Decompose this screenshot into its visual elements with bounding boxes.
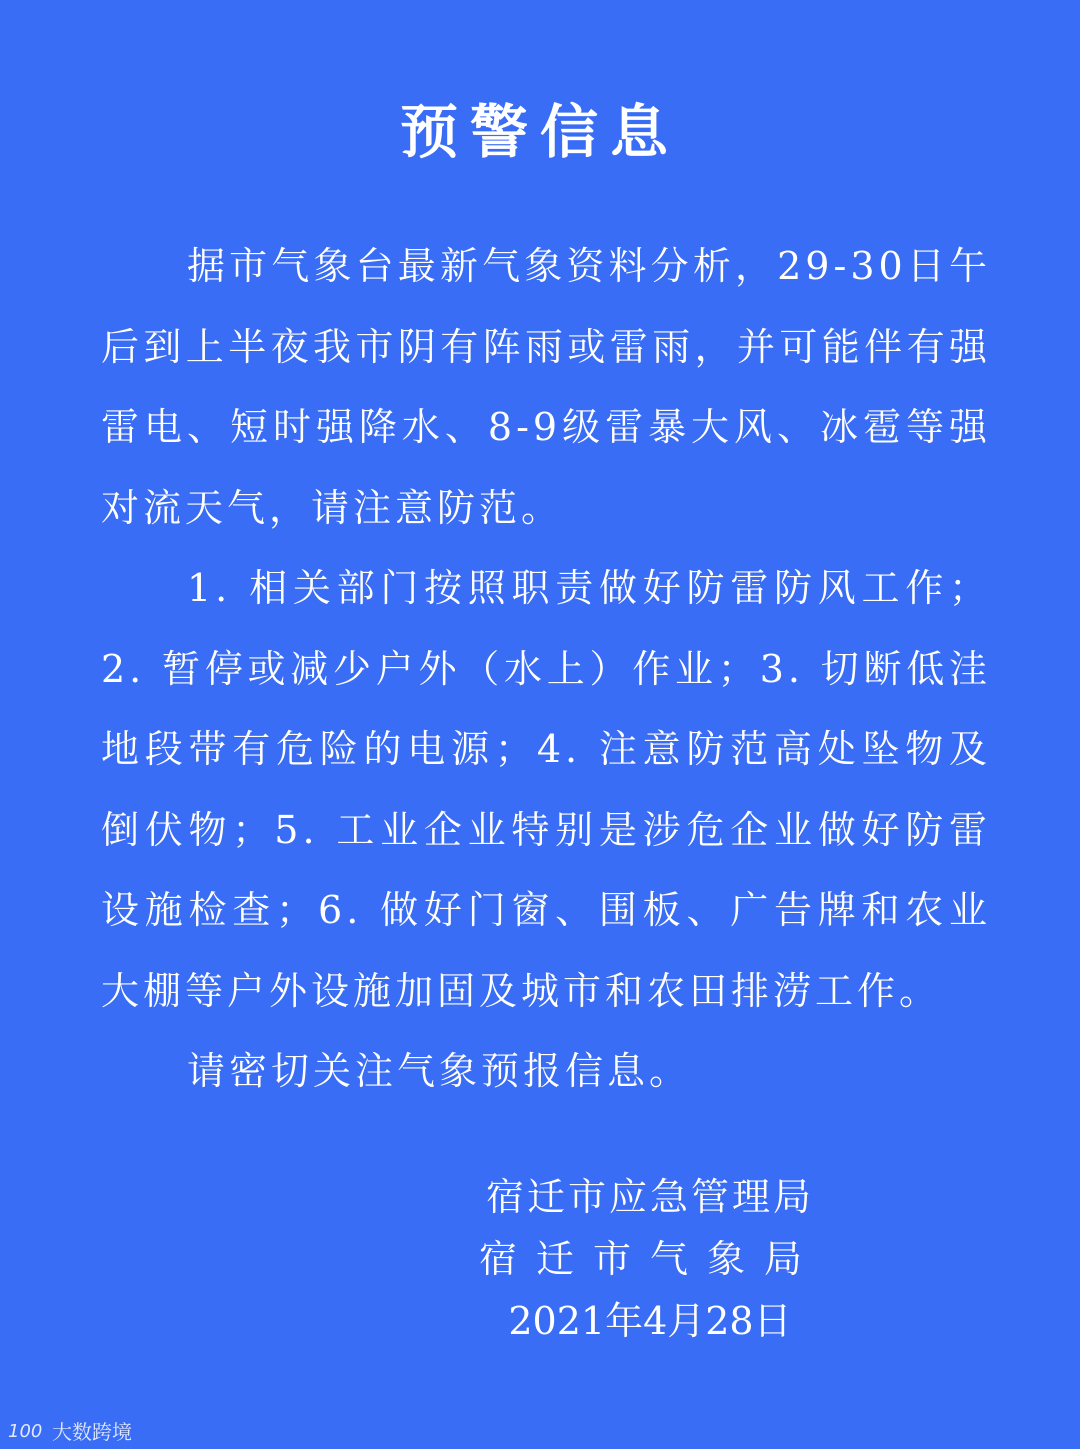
notice-paragraph-measures: 1. 相关部门按照职责做好防雷防风工作；2. 暂停或减少户外（水上）作业；3. 切断低洼地段带有危险的电源；4. 注意防范高处坠物及倒伏物；5. 工业企业特别是涉危企业做好防雷设施检查；6. 做好门窗、围板、广告牌和农业大棚等户外设施加固及城市和农田排涝工作。 [101,566,991,1013]
signature-agency-emergency: 宿迁市应急管理局 [485,1175,814,1219]
watermark [8,1414,132,1446]
notice-signature [440,1166,860,1352]
signature-date: 2021年4月28日 [508,1299,792,1343]
watermark-logo-icon [8,1418,48,1442]
svg-text:100: 100 [8,1421,43,1442]
notice-body [101,226,991,1112]
notice-paragraph-reminder: 请密切关注气象预报信息。 [187,1049,692,1093]
notice-paragraph-forecast: 据市气象台最新气象资料分析，29-30日午后到上半夜我市阴有阵雨或雷雨，并可能伴有强雷电、短时强降水、8-9级雷暴大风、冰雹等强对流天气，请注意防范。 [101,244,991,530]
signature-agency-weather: 宿迁市气象局 [478,1237,821,1281]
watermark-text: 大数跨境 [52,1419,132,1444]
notice-title: 预警信息 [399,98,680,166]
